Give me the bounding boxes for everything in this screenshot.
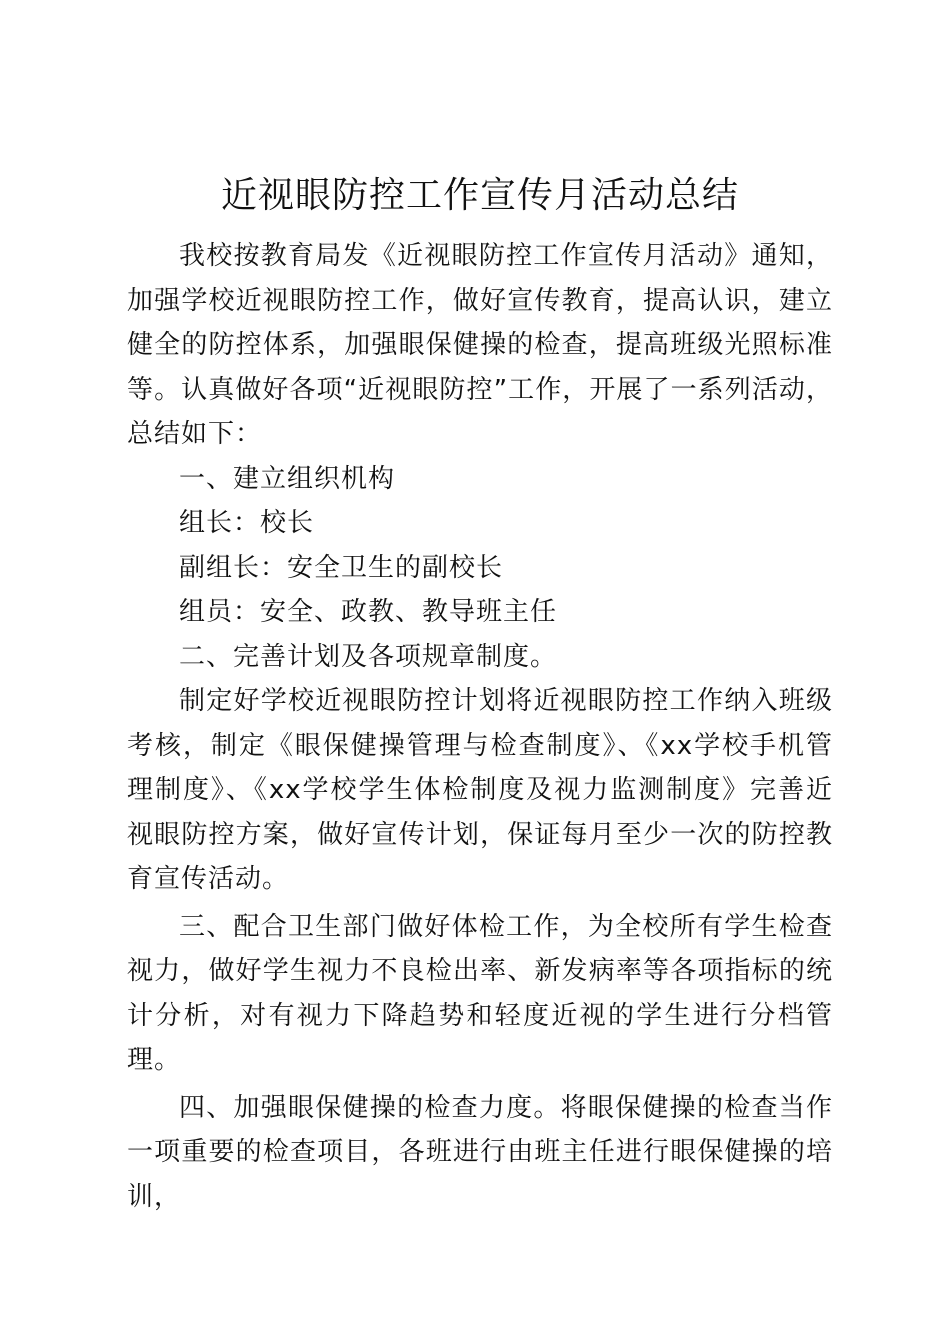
section-heading-plans: 二、完善计划及各项规章制度。: [179, 641, 558, 672]
document-body: [127, 170, 833, 1219]
team-leader-line: 组长：校长: [179, 508, 315, 538]
section-heading-organization: 一、建立组织机构: [179, 463, 396, 494]
intro-paragraph: 我校按教育局发《近视眼防控工作宣传月活动》通知，加强学校近视眼防控工作，做好宣传教育，提高认识，建立健全的防控体系，加强眼保健操的检查，提高班级光照标准等。认真做好各项“近视眼防控”工作，开展了一系列活动，总结如下：: [127, 241, 833, 449]
section-eye-exercise-paragraph: 四、加强眼保健操的检查力度。将眼保健操的检查当作一项重要的检查项目，各班进行由班主任进行眼保健操的培训，: [127, 1092, 833, 1212]
plans-paragraph: 制定好学校近视眼防控计划将近视眼防控工作纳入班级考核，制定《眼保健操管理与检查制度》、《xx学校手机管理制度》、《xx学校学生体检制度及视力监测制度》完善近视眼防控方案，做好宣传计划，保证每月至少一次的防控教育宣传活动。: [127, 686, 833, 894]
deputy-leader-line: 副组长：安全卫生的副校长: [179, 552, 504, 583]
document-title: 近视眼防控工作宣传月活动总结: [220, 175, 739, 216]
section-health-check-paragraph: 三、配合卫生部门做好体检工作，为全校所有学生检查视力，做好学生视力不良检出率、新发病率等各项指标的统计分析，对有视力下降趋势和轻度近视的学生进行分档管理。: [127, 911, 833, 1075]
team-members-line: 组员：安全、政教、教导班主任: [179, 597, 558, 627]
